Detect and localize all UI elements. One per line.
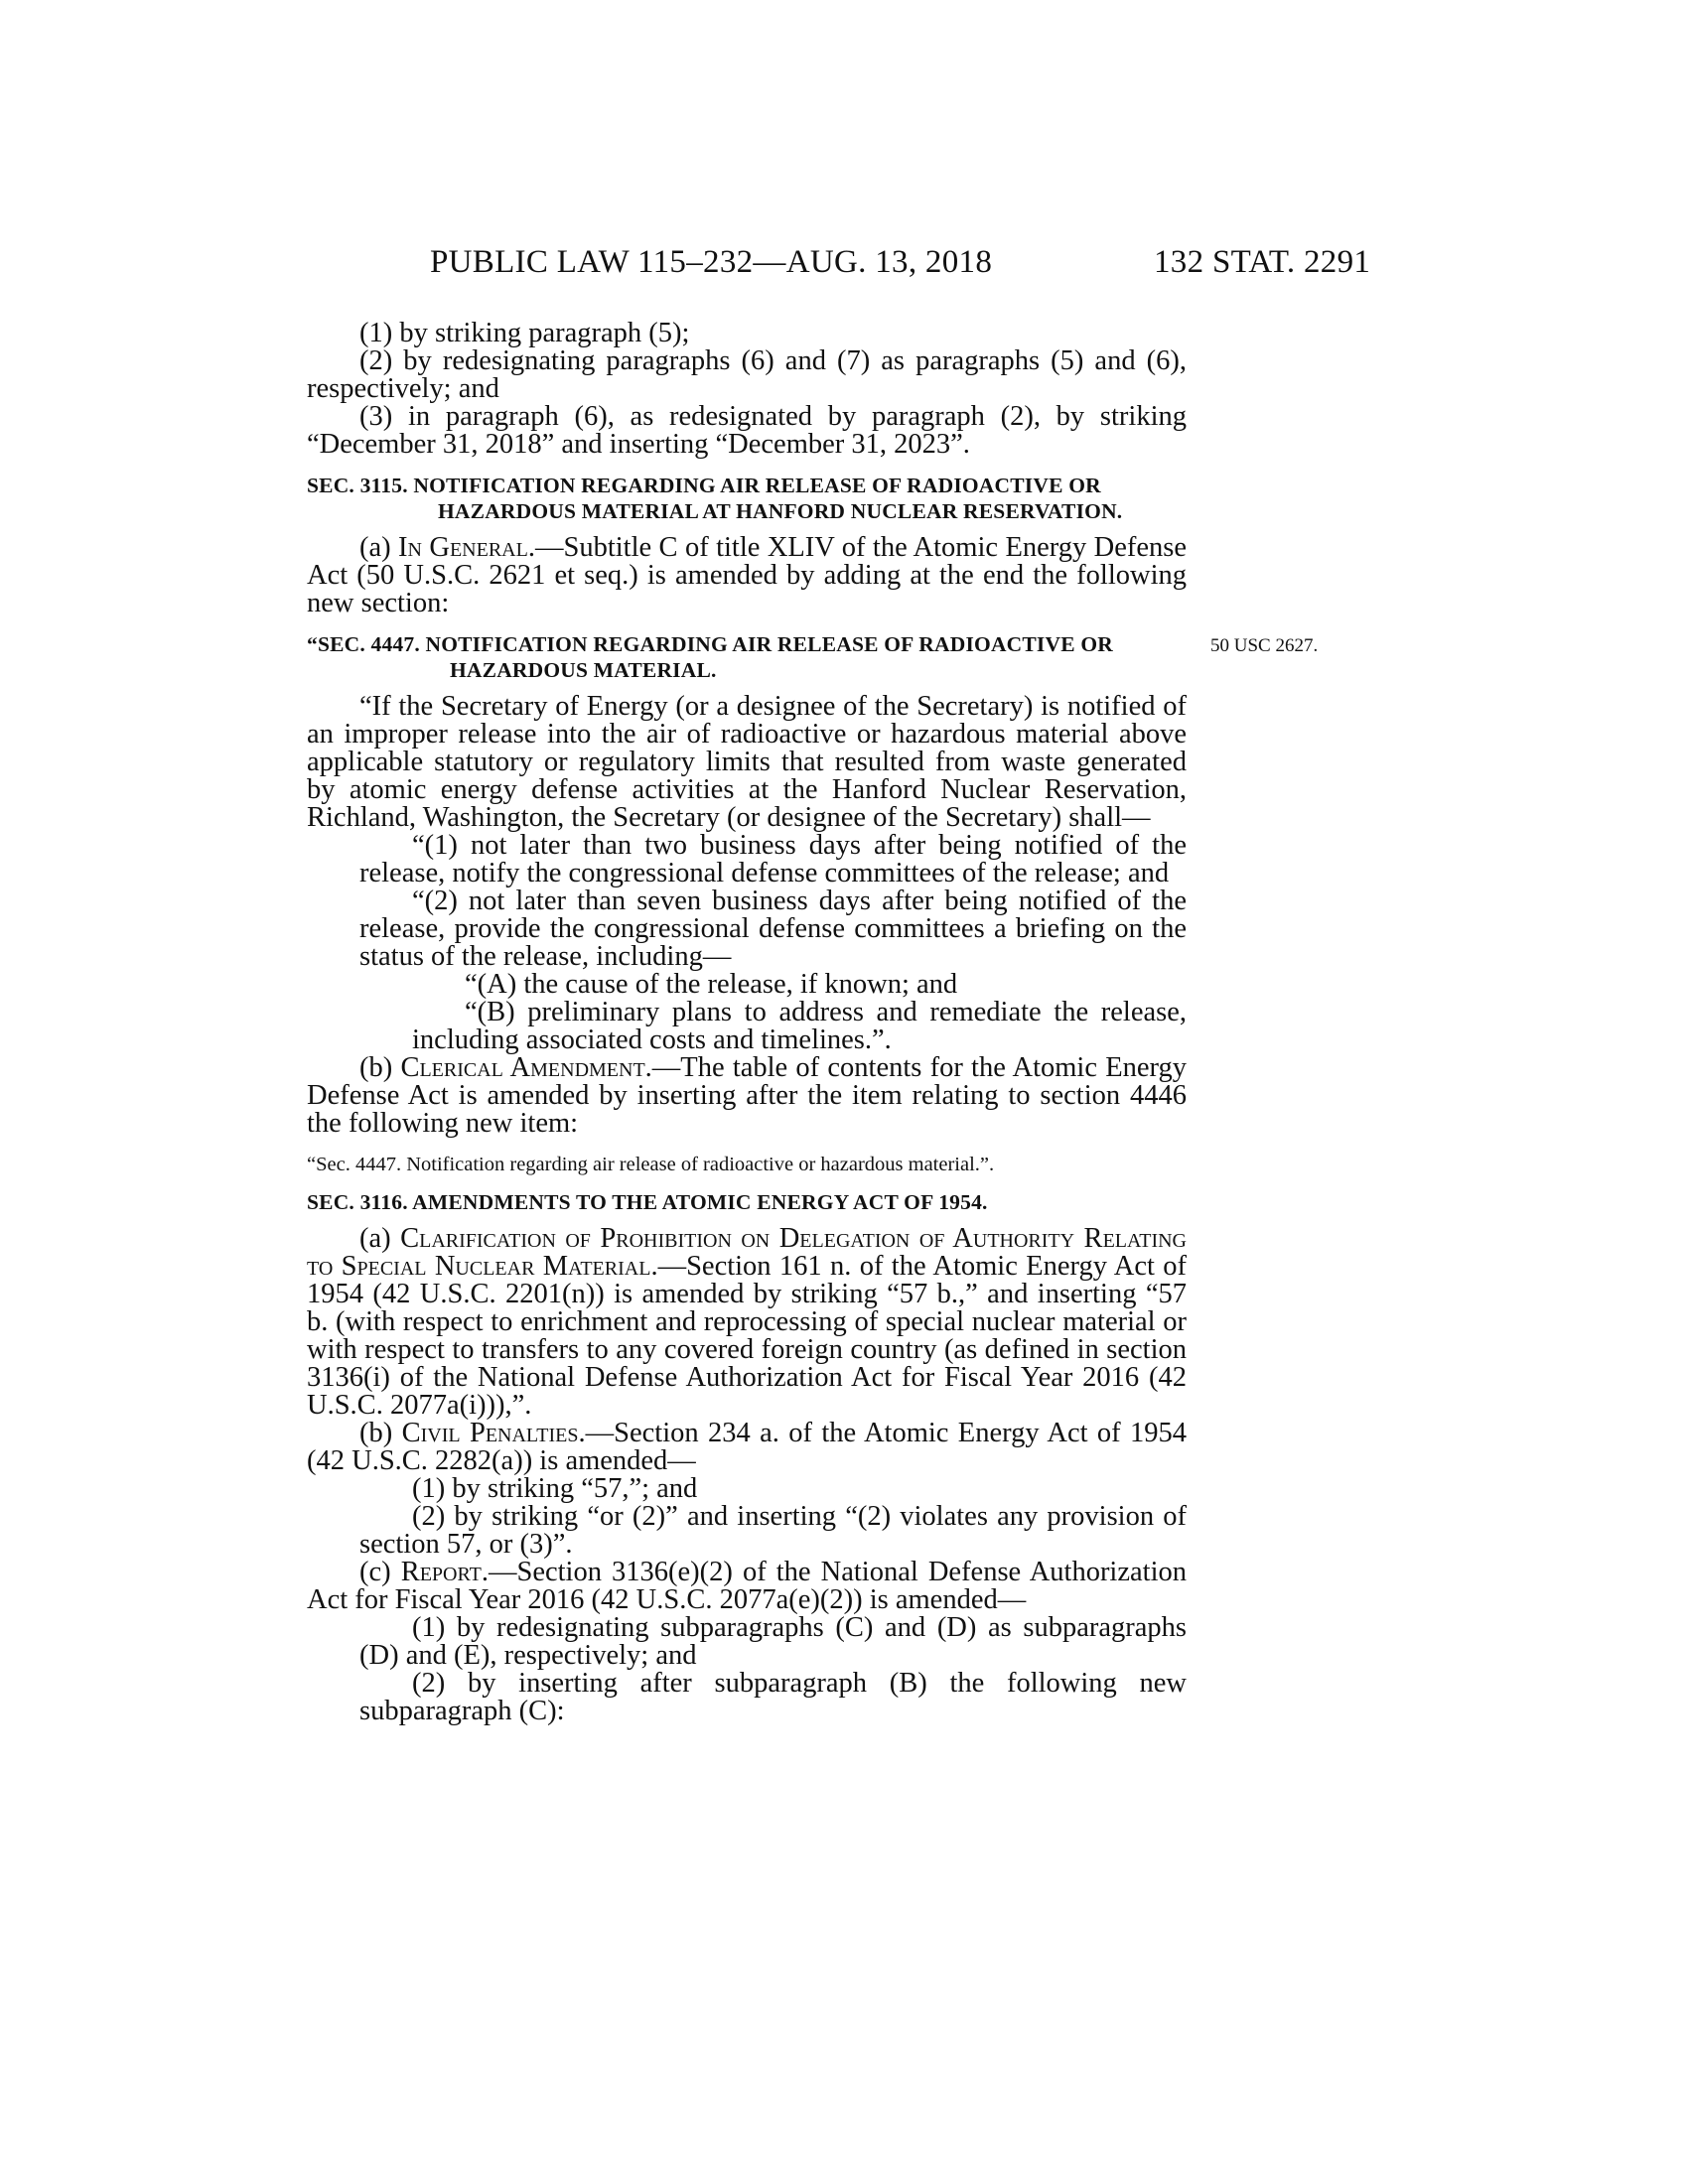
subsection-c-paragraph-2: (2) by inserting after subparagraph (B) the following new subparagraph (C): (359, 1668, 1187, 1726)
subsection-a-text: .—Subtitle C of title XLIV of the Atomic Energy Defense Act (50 U.S.C. 2621 et seq.) is amended by adding at the end the following new section: (307, 532, 1187, 618)
section-3116-subsection-b (307, 1420, 1187, 1475)
subsection-a-label: (a) (359, 532, 399, 563)
intro-item-2: (2) by redesignating paragraphs (6) and (7) as paragraphs (5) and (6), respectively; and (307, 345, 1187, 404)
subsection-c-label: (c) (359, 1557, 401, 1587)
section-3115-heading: SEC. 3115. NOTIFICATION REGARDING AIR RELEASE OF RADIOACTIVE OR HAZARDOUS MATERIAL AT HANFORD NUCLEAR RESERVATION. (307, 474, 1123, 523)
subsection-c-caption: Report (400, 1557, 482, 1587)
section-3116-subsection-c (307, 1559, 1187, 1614)
intro-item-3: (3) in paragraph (6), as redesignated by paragraph (2), by striking “December 31, 2018” and inserting “December 31, 2023”. (307, 401, 1187, 460)
subsection-b-caption: Civil Penalties (401, 1418, 579, 1448)
header-public-law: PUBLIC LAW 115–232—AUG. 13, 2018 (430, 244, 993, 280)
subsection-b-text: .—The table of contents for the Atomic Energy Defense Act is amended by inserting after the item relating to section 4446 the following new item: (307, 1052, 1187, 1139)
subsection-c-paragraph-1: (1) by redesignating subparagraphs (C) and (D) as subparagraphs (D) and (E), respectively; and (359, 1612, 1187, 1671)
intro-item-1: (1) by striking paragraph (5); (359, 318, 690, 348)
new-section-subparagraph-b: “(B) preliminary plans to address and remediate the release, including associated costs and timelines.”. (412, 997, 1187, 1055)
subsection-b-paragraph-1: (1) by striking “57,”; and (412, 1473, 698, 1504)
section-3115-subsection-b (307, 1054, 1187, 1138)
subsection-c-text: .—Section 3136(e)(2) of the National Defense Authorization Act for Fiscal Year 2016 (42 U.S.C. 2077a(e)(2)) is amended— (307, 1557, 1187, 1615)
document-body (307, 318, 1319, 1726)
subsection-a-label: (a) (359, 1223, 401, 1254)
table-of-contents-item: “Sec. 4447. Notification regarding air release of radioactive or hazardous material.”. (307, 1154, 995, 1175)
margin-note-usc: 50 USC 2627. (1210, 635, 1319, 656)
section-3115-subsection-a (307, 534, 1187, 617)
new-section-4447-heading: “SEC. 4447. NOTIFICATION REGARDING AIR RELEASE OF RADIOACTIVE OR HAZARDOUS MATERIAL. (307, 632, 1113, 682)
section-3116-subsection-a (307, 1225, 1187, 1420)
subsection-b-label: (b) (359, 1052, 401, 1083)
subsection-a-caption: Clarification of Prohibition on Delegation of Authority Relating to Special Nuclear Material (307, 1223, 1187, 1282)
subsection-a-caption: In General (398, 532, 528, 563)
running-header (0, 244, 1688, 288)
subsection-b-label: (b) (359, 1418, 402, 1448)
subsection-a-text: .—Section 161 n. of the Atomic Energy Act of 1954 (42 U.S.C. 2201(n)) is amended by striking “57 b.,” and inserting “57 b. (with respect to enrichment and reprocessing of special nuclear material or with respect to transfers to any covered foreign country (as defined in section 3136(i) of the National Defense Authorization Act for Fiscal Year 2016 (42 U.S.C. 2077a(i))),”. (307, 1251, 1187, 1421)
new-section-paragraph-1: “(1) not later than two business days after being notified of the release, notify the congressional defense committees of the release; and (359, 830, 1187, 888)
new-section-subparagraph-a: “(A) the cause of the release, if known; and (465, 969, 958, 1000)
section-3116-heading: SEC. 3116. AMENDMENTS TO THE ATOMIC ENERGY ACT OF 1954. (307, 1190, 988, 1214)
subsection-b-paragraph-2: (2) by striking “or (2)” and inserting “(2) violates any provision of section 57, or (3)”. (359, 1501, 1187, 1560)
subsection-b-caption: Clerical Amendment (400, 1052, 645, 1083)
header-stat-page: 132 STAT. 2291 (1154, 244, 1371, 280)
subsection-b-text: .—Section 234 a. of the Atomic Energy Act of 1954 (42 U.S.C. 2282(a)) is amended— (307, 1418, 1187, 1476)
new-section-paragraph-2: “(2) not later than seven business days after being notified of the release, provide the congressional defense committees a briefing on the status of the release, including— (359, 886, 1187, 972)
new-section-4447-text: “If the Secretary of Energy (or a designee of the Secretary) is notified of an improper release into the air of radioactive or hazardous material above applicable statutory or regulatory limits that resulted from waste generated by atomic energy defense activities at the Hanford Nuclear Reservation, Richland, Washington, the Secretary (or designee of the Secretary) shall— (307, 691, 1187, 833)
new-section-heading-wrap (307, 631, 1319, 683)
